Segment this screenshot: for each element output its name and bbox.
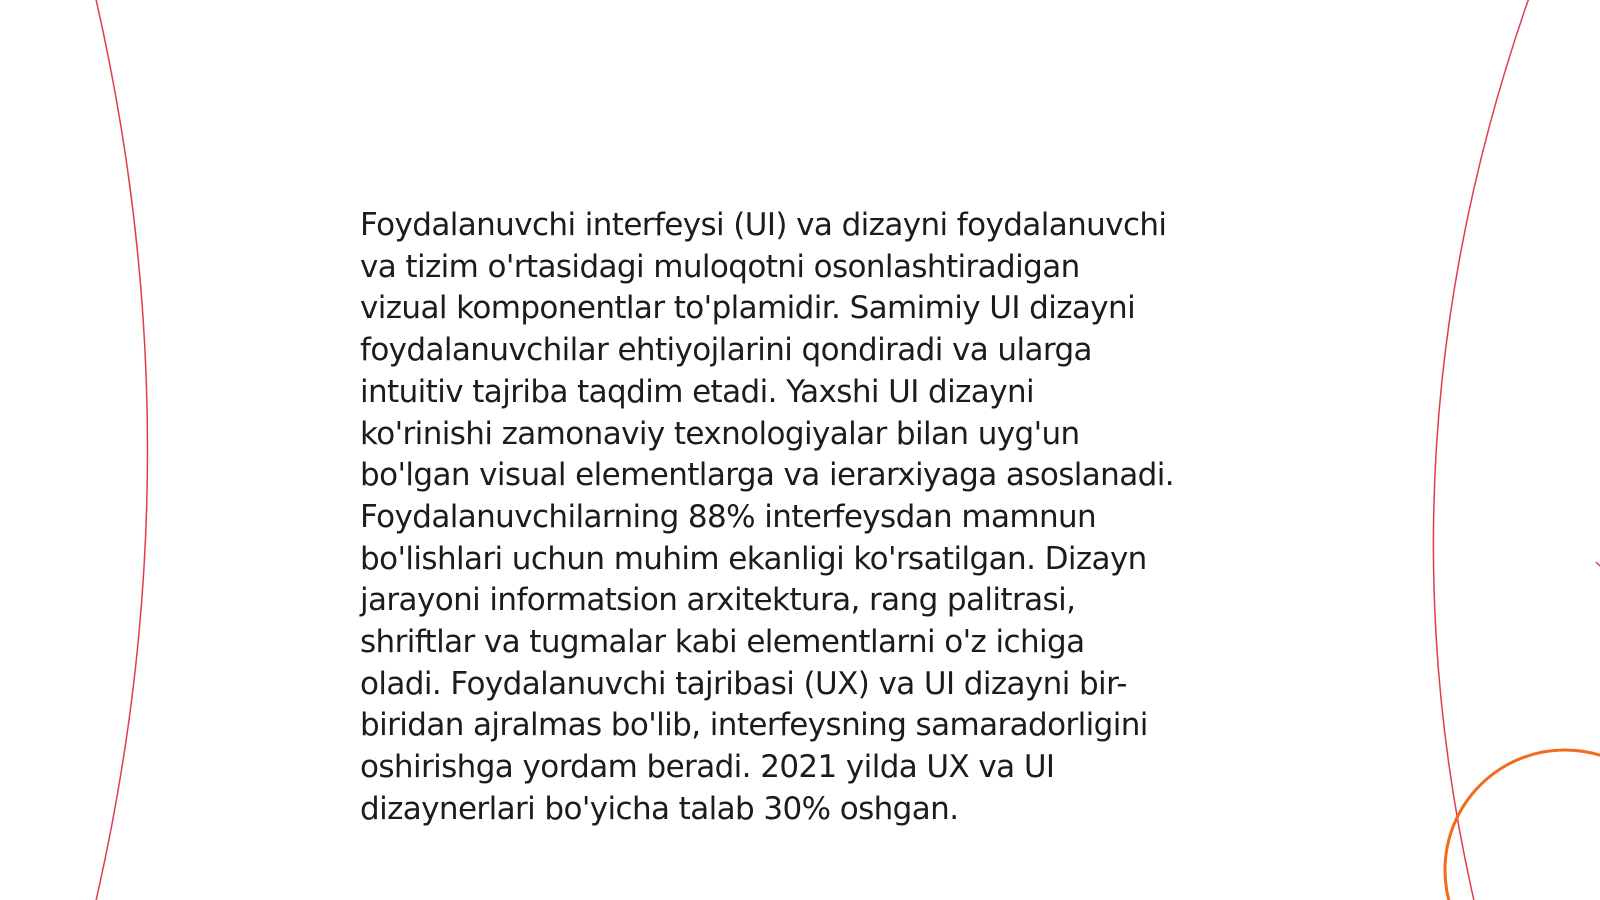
body-line: Foydalanuvchi interfeysi (UI) va dizayni foydalanuvchi (360, 207, 1167, 243)
left-red-arc (95, 0, 148, 900)
body-line: jarayoni informatsion arxitektura, rang palitrasi, (360, 582, 1076, 619)
body-line: shriftlar va tugmalar kabi elementlarni o'z ichiga (360, 624, 1085, 661)
body-paragraph (360, 205, 1260, 831)
body-line: dizaynerlari bo'yicha talab 30% oshgan. (360, 790, 959, 827)
body-line: bo'lishlari uchun muhim ekanligi ko'rsatilgan. Dizayn (360, 540, 1147, 577)
body-line: Foydalanuvchilarning 88% interfeysdan mamnun (360, 498, 1097, 535)
body-line: oladi. Foydalanuvchi tajribasi (UX) va UI dizayni bir- (360, 665, 1127, 702)
body-line: biridan ajralmas bo'lib, interfeysning samaradorligini (360, 707, 1148, 744)
body-line: foydalanuvchilar ehtiyojlarini qondiradi va ularga (360, 332, 1092, 369)
right-red-arc (1433, 0, 1530, 900)
body-line: va tizim o'rtasidagi muloqotni osonlashtiradigan (360, 248, 1080, 285)
small-marker (1596, 562, 1600, 566)
body-line: ko'rinishi zamonaviy texnologiyalar bilan uyg'un (360, 415, 1080, 452)
body-line: intuitiv tajriba taqdim etadi. Yaxshi UI dizayni (360, 373, 1035, 410)
body-line: oshirishga yordam beradi. 2021 yilda UX va UI (360, 749, 1055, 786)
body-line: bo'lgan visual elementlarga va ierarxiyaga asoslanadi. (360, 457, 1174, 494)
body-line: vizual komponentlar to'plamidir. Samimiy UI dizayni (360, 290, 1136, 327)
